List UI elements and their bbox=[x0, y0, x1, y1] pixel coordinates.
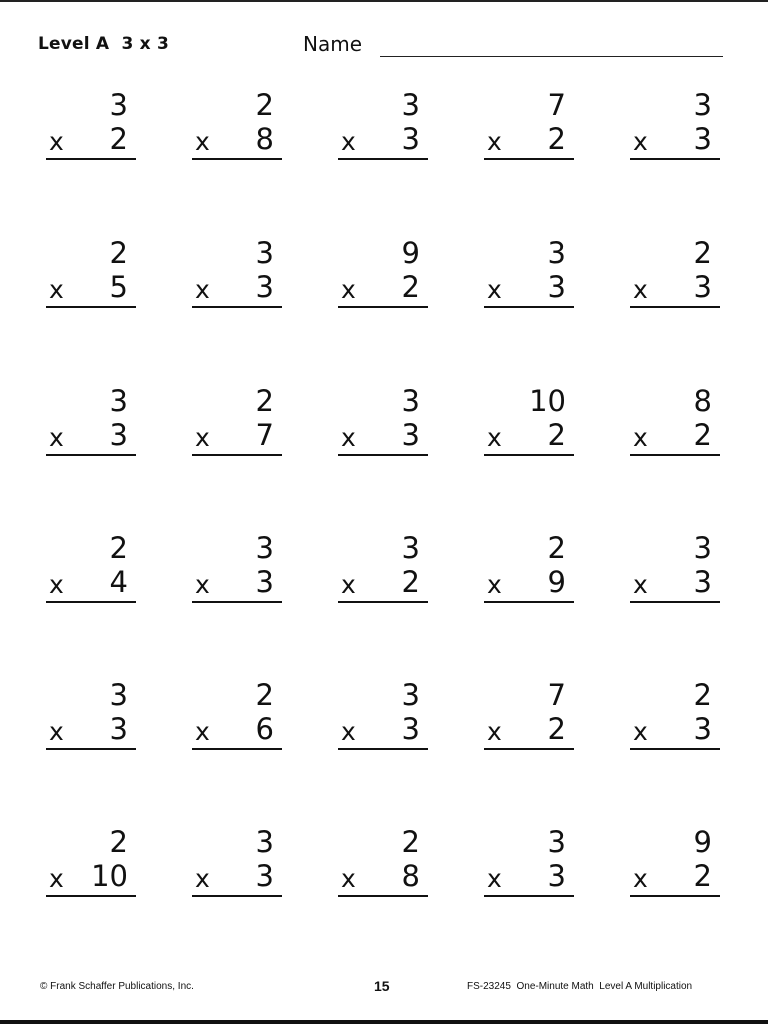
multiplication-problem bbox=[484, 88, 576, 168]
problem-bottom-number: 2 bbox=[401, 565, 420, 599]
answer-line[interactable] bbox=[46, 895, 136, 897]
multiply-sign: x bbox=[49, 570, 64, 599]
multiplication-problem bbox=[46, 384, 138, 464]
page-bottom-border bbox=[0, 1020, 768, 1024]
answer-line[interactable] bbox=[484, 454, 574, 456]
multiplication-problem bbox=[484, 384, 576, 464]
problem-bottom-number: 3 bbox=[255, 859, 274, 893]
multiplication-problem bbox=[630, 384, 722, 464]
problem-bottom-number: 3 bbox=[547, 859, 566, 893]
multiplication-problem bbox=[192, 531, 284, 611]
multiply-sign: x bbox=[487, 275, 502, 304]
problem-bottom-number: 3 bbox=[255, 270, 274, 304]
answer-line[interactable] bbox=[484, 748, 574, 750]
multiply-sign: x bbox=[633, 275, 648, 304]
problem-top-number: 7 bbox=[547, 88, 566, 122]
problem-top-number: 10 bbox=[529, 384, 566, 418]
problem-top-number: 3 bbox=[255, 531, 274, 565]
problem-top-number: 3 bbox=[255, 236, 274, 270]
problem-top-number: 2 bbox=[255, 88, 274, 122]
answer-line[interactable] bbox=[630, 895, 720, 897]
problem-bottom-number: 2 bbox=[693, 859, 712, 893]
problem-top-number: 2 bbox=[547, 531, 566, 565]
problem-top-number: 3 bbox=[693, 88, 712, 122]
problem-top-number: 3 bbox=[109, 88, 128, 122]
problem-top-number: 2 bbox=[693, 236, 712, 270]
answer-line[interactable] bbox=[192, 895, 282, 897]
multiply-sign: x bbox=[633, 717, 648, 746]
multiplication-problem bbox=[192, 88, 284, 168]
multiply-sign: x bbox=[341, 127, 356, 156]
multiplication-problem bbox=[630, 236, 722, 316]
problem-top-number: 3 bbox=[255, 825, 274, 859]
problem-bottom-number: 3 bbox=[693, 270, 712, 304]
answer-line[interactable] bbox=[630, 601, 720, 603]
problem-bottom-number: 3 bbox=[693, 712, 712, 746]
multiplication-problem bbox=[46, 825, 138, 905]
problem-bottom-number: 6 bbox=[255, 712, 274, 746]
answer-line[interactable] bbox=[338, 454, 428, 456]
answer-line[interactable] bbox=[338, 601, 428, 603]
problem-top-number: 3 bbox=[109, 678, 128, 712]
answer-line[interactable] bbox=[630, 158, 720, 160]
multiply-sign: x bbox=[487, 423, 502, 452]
problem-bottom-number: 3 bbox=[401, 712, 420, 746]
multiply-sign: x bbox=[195, 275, 210, 304]
answer-line[interactable] bbox=[192, 748, 282, 750]
multiplication-problem bbox=[338, 825, 430, 905]
multiplication-problem bbox=[484, 678, 576, 758]
answer-line[interactable] bbox=[192, 454, 282, 456]
problem-bottom-number: 2 bbox=[547, 712, 566, 746]
answer-line[interactable] bbox=[484, 601, 574, 603]
answer-line[interactable] bbox=[630, 454, 720, 456]
multiplication-problem bbox=[484, 825, 576, 905]
multiply-sign: x bbox=[633, 423, 648, 452]
answer-line[interactable] bbox=[192, 601, 282, 603]
multiply-sign: x bbox=[195, 423, 210, 452]
problem-top-number: 2 bbox=[255, 678, 274, 712]
multiplication-problem bbox=[630, 88, 722, 168]
problem-bottom-number: 8 bbox=[255, 122, 274, 156]
problem-top-number: 7 bbox=[547, 678, 566, 712]
answer-line[interactable] bbox=[338, 895, 428, 897]
problem-top-number: 3 bbox=[693, 531, 712, 565]
multiplication-problem bbox=[46, 531, 138, 611]
problem-top-number: 3 bbox=[547, 825, 566, 859]
multiplication-problem bbox=[192, 384, 284, 464]
multiplication-problem bbox=[192, 236, 284, 316]
footer-page-number: 15 bbox=[374, 978, 390, 994]
multiplication-problem bbox=[338, 236, 430, 316]
problem-bottom-number: 5 bbox=[109, 270, 128, 304]
footer-copyright: © Frank Schaffer Publications, Inc. bbox=[40, 981, 194, 992]
multiply-sign: x bbox=[49, 423, 64, 452]
answer-line[interactable] bbox=[46, 306, 136, 308]
multiply-sign: x bbox=[49, 127, 64, 156]
problem-bottom-number: 2 bbox=[401, 270, 420, 304]
answer-line[interactable] bbox=[338, 306, 428, 308]
problem-top-number: 8 bbox=[693, 384, 712, 418]
problem-bottom-number: 2 bbox=[109, 122, 128, 156]
multiply-sign: x bbox=[49, 717, 64, 746]
problem-top-number: 9 bbox=[401, 236, 420, 270]
multiply-sign: x bbox=[341, 275, 356, 304]
multiplication-problem bbox=[338, 384, 430, 464]
problem-top-number: 3 bbox=[401, 531, 420, 565]
multiplication-problem bbox=[630, 825, 722, 905]
answer-line[interactable] bbox=[484, 895, 574, 897]
problem-bottom-number: 10 bbox=[91, 859, 128, 893]
answer-line[interactable] bbox=[630, 748, 720, 750]
level-title: Level A 3 x 3 bbox=[38, 34, 169, 54]
problem-top-number: 2 bbox=[693, 678, 712, 712]
multiplication-problem bbox=[484, 236, 576, 316]
multiply-sign: x bbox=[487, 570, 502, 599]
multiplication-problem bbox=[338, 531, 430, 611]
problem-top-number: 9 bbox=[693, 825, 712, 859]
problem-bottom-number: 3 bbox=[401, 122, 420, 156]
answer-line[interactable] bbox=[192, 158, 282, 160]
multiply-sign: x bbox=[195, 570, 210, 599]
problem-bottom-number: 3 bbox=[693, 122, 712, 156]
problem-bottom-number: 9 bbox=[547, 565, 566, 599]
multiplication-problem bbox=[192, 825, 284, 905]
answer-line[interactable] bbox=[46, 748, 136, 750]
multiply-sign: x bbox=[195, 864, 210, 893]
multiplication-problem bbox=[46, 88, 138, 168]
problem-top-number: 3 bbox=[109, 384, 128, 418]
multiply-sign: x bbox=[195, 127, 210, 156]
problem-bottom-number: 2 bbox=[693, 418, 712, 452]
multiply-sign: x bbox=[341, 717, 356, 746]
problem-top-number: 3 bbox=[547, 236, 566, 270]
multiplication-problem bbox=[338, 88, 430, 168]
problem-bottom-number: 3 bbox=[109, 712, 128, 746]
answer-line[interactable] bbox=[192, 306, 282, 308]
multiply-sign: x bbox=[487, 717, 502, 746]
problem-top-number: 2 bbox=[401, 825, 420, 859]
multiply-sign: x bbox=[341, 864, 356, 893]
multiply-sign: x bbox=[487, 864, 502, 893]
multiply-sign: x bbox=[49, 275, 64, 304]
problem-top-number: 3 bbox=[401, 88, 420, 122]
problem-bottom-number: 2 bbox=[547, 418, 566, 452]
multiply-sign: x bbox=[633, 127, 648, 156]
problem-top-number: 2 bbox=[109, 531, 128, 565]
multiplication-problem bbox=[46, 236, 138, 316]
multiplication-problem bbox=[46, 678, 138, 758]
answer-line[interactable] bbox=[46, 454, 136, 456]
problem-top-number: 2 bbox=[255, 384, 274, 418]
multiply-sign: x bbox=[341, 570, 356, 599]
problem-bottom-number: 3 bbox=[547, 270, 566, 304]
problem-bottom-number: 8 bbox=[401, 859, 420, 893]
multiply-sign: x bbox=[195, 717, 210, 746]
answer-line[interactable] bbox=[46, 601, 136, 603]
multiplication-problem bbox=[630, 678, 722, 758]
multiplication-problem bbox=[338, 678, 430, 758]
problem-bottom-number: 2 bbox=[547, 122, 566, 156]
multiplication-problem bbox=[192, 678, 284, 758]
multiplication-problem bbox=[630, 531, 722, 611]
answer-line[interactable] bbox=[338, 748, 428, 750]
multiply-sign: x bbox=[49, 864, 64, 893]
answer-line[interactable] bbox=[46, 158, 136, 160]
multiply-sign: x bbox=[341, 423, 356, 452]
footer-product: FS-23245 One-Minute Math Level A Multiplication bbox=[467, 981, 693, 992]
answer-line[interactable] bbox=[338, 158, 428, 160]
problem-top-number: 2 bbox=[109, 236, 128, 270]
multiply-sign: x bbox=[633, 570, 648, 599]
multiply-sign: x bbox=[487, 127, 502, 156]
problem-top-number: 3 bbox=[401, 384, 420, 418]
problem-top-number: 3 bbox=[401, 678, 420, 712]
name-label: Name bbox=[303, 32, 363, 56]
problem-bottom-number: 7 bbox=[255, 418, 274, 452]
problem-bottom-number: 3 bbox=[401, 418, 420, 452]
answer-line[interactable] bbox=[484, 158, 574, 160]
problem-bottom-number: 3 bbox=[109, 418, 128, 452]
problem-bottom-number: 4 bbox=[109, 565, 128, 599]
multiplication-problem bbox=[484, 531, 576, 611]
problem-top-number: 2 bbox=[109, 825, 128, 859]
answer-line[interactable] bbox=[630, 306, 720, 308]
problem-bottom-number: 3 bbox=[693, 565, 712, 599]
problem-bottom-number: 3 bbox=[255, 565, 274, 599]
multiply-sign: x bbox=[633, 864, 648, 893]
answer-line[interactable] bbox=[484, 306, 574, 308]
